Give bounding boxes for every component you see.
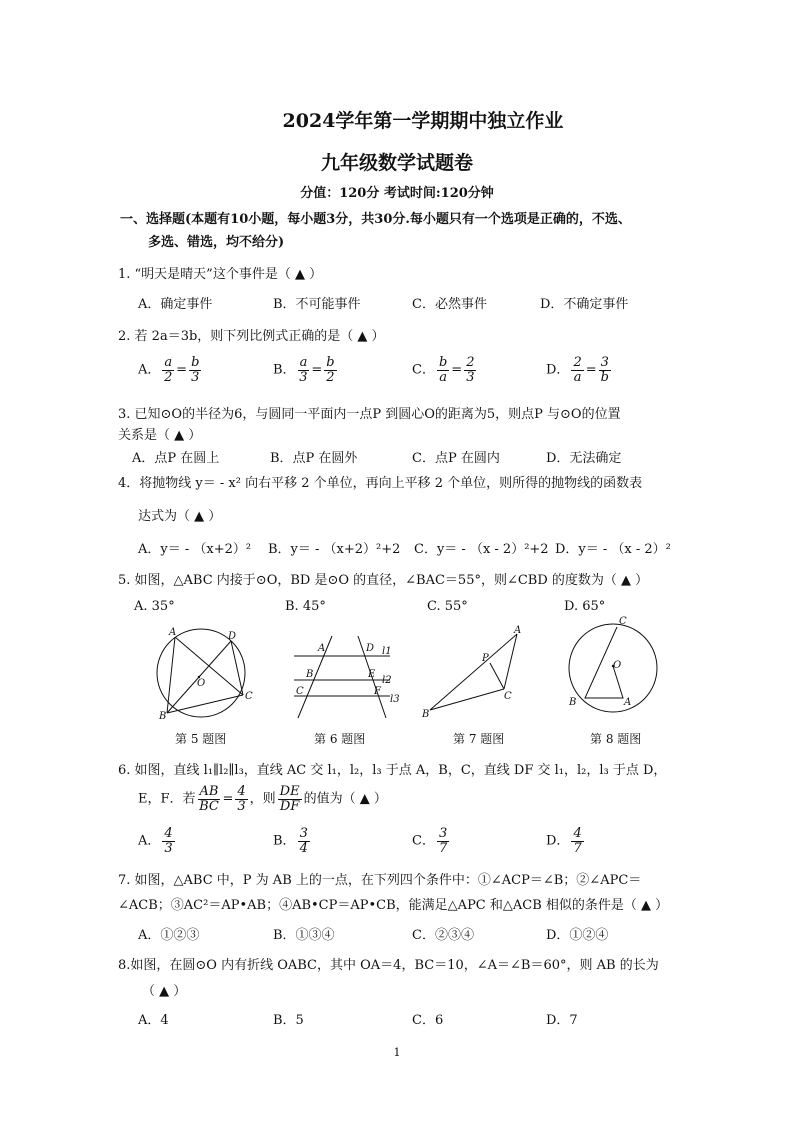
q4-stem-cont: 达式为（ ▲ ） <box>138 509 222 524</box>
q3-stem: 3. 已知⊙O的半径为6，与圆同一平面内一点P 到圆心O的距离为5，则点P 与⊙O的位置 <box>118 407 621 422</box>
section-heading-cont: 多选、错选，均不给分) <box>148 235 285 250</box>
q2-option-d: D． $\frac{2}{a}$ = $\frac{3}{b}$ <box>546 355 609 385</box>
q7-option-d: D．①②④ <box>546 928 609 943</box>
q2-stem: 2. 若 2a＝3b，则下列比例式正确的是（ ▲ ） <box>118 329 385 344</box>
q3-option-d: D．无法确定 <box>546 451 622 466</box>
fig7-label-b: B <box>422 709 430 720</box>
fig6-label-c: C <box>296 686 304 697</box>
q7-option-c: C．②③④ <box>412 928 474 943</box>
q8-option-c: C．6 <box>412 1013 444 1028</box>
q2-option-a: A． $\frac{a}{2}$ = $\frac{b}{3}$ <box>138 355 200 385</box>
q8-stem-cont: （ ▲ ） <box>142 984 187 999</box>
q4-stem: 4．将抛物线 y＝ - x² 向右平移 2 个单位，再向上平移 2 个单位，则所得的抛物线的函数表 <box>118 476 643 491</box>
q7-stem: 7. 如图，△ABC 中，P 为 AB 上的一点，在下列四个条件中：①∠ACP＝∠B；②∠APC＝ <box>118 873 642 888</box>
q6-option-d: D． $\frac{4}{7}$ <box>546 826 582 856</box>
q6-option-a: A． $\frac{4}{3}$ <box>138 826 173 856</box>
q4-option-c: C．y＝ - （x - 2）²+2 <box>414 542 549 557</box>
figure-7 <box>420 625 535 720</box>
q5-option-a: A. 35° <box>134 599 175 614</box>
fig6-label-l3: l3 <box>390 694 400 705</box>
fig5-label-d: D <box>228 631 237 642</box>
q2-option-b: B． $\frac{a}{3}$ = $\frac{b}{2}$ <box>273 355 335 385</box>
q7-option-a: A．①②③ <box>138 928 200 943</box>
figure-8 <box>565 614 665 716</box>
exam-subtitle: 九年级数学试题卷 <box>320 152 473 174</box>
fig7-label-a: A <box>514 625 522 636</box>
q4-option-a: A．y＝ - （x+2）² <box>138 542 252 557</box>
fig8-label-c: C <box>619 616 627 627</box>
fig5-label-a: A <box>169 627 177 638</box>
fig6-label-l2: l2 <box>382 675 392 686</box>
q3-option-c: C．点P 在圆内 <box>412 451 500 466</box>
q1-option-a: A．确定事件 <box>138 297 213 312</box>
fig6-label-f: F <box>374 686 381 697</box>
fig8-label-b: B <box>569 697 577 708</box>
q3-option-b: B．点P 在圆外 <box>270 451 358 466</box>
figure-5-caption: 第 5 题图 <box>175 732 227 746</box>
q1-stem: 1. “明天是晴天”这个事件是（ ▲ ） <box>118 267 323 282</box>
q8-stem: 8.如图，在圆⊙O 内有折线 OABC，其中 OA＝4，BC＝10，∠A＝∠B＝60°，则 AB 的长为 <box>118 958 659 973</box>
fig5-label-b: B <box>159 711 167 722</box>
fig5-label-o: O <box>197 678 206 689</box>
q3-option-a: A．点P 在圆上 <box>132 451 220 466</box>
figure-7-caption: 第 7 题图 <box>453 732 505 746</box>
fig6-label-b: B <box>306 669 314 680</box>
q8-option-a: A．4 <box>138 1013 169 1028</box>
q8-option-d: D．7 <box>546 1013 578 1028</box>
fig8-label-a: A <box>624 697 632 708</box>
q6-stem: 6. 如图，直线 l₁∥l₂∥l₃，直线 AC 交 l₁，l₂，l₃ 于点 A，B，C，直线 DF 交 l₁，l₂，l₃ 于点 D， <box>118 763 667 778</box>
q4-option-d: D．y＝ - （x - 2）² <box>555 542 671 557</box>
figure-6 <box>290 632 405 722</box>
fig6-label-e: E <box>368 669 376 680</box>
fig7-label-p: P <box>482 653 489 664</box>
page-number: 1 <box>393 1046 401 1059</box>
q2-option-c: C． $\frac{b}{a}$ = $\frac{2}{3}$ <box>412 355 475 385</box>
fig6-label-l1: l1 <box>382 646 392 657</box>
q4-option-b: B．y＝ - （x+2）²+2 <box>268 542 401 557</box>
figure-8-caption: 第 8 题图 <box>590 732 642 746</box>
q1-option-b: B．不可能事件 <box>273 297 361 312</box>
fig7-label-c: C <box>504 691 512 702</box>
q7-stem-cont: ∠ACB；③AC²＝AP•AB；④AB•CP＝AP•CB，能满足△APC 和△ACB 相似的条件是（ ▲ ） <box>118 898 669 913</box>
fig8-label-o: O <box>613 660 622 671</box>
q1-option-c: C．必然事件 <box>412 297 487 312</box>
figure-6-caption: 第 6 题图 <box>314 732 366 746</box>
q5-option-c: C. 55° <box>427 599 468 614</box>
fig6-label-d: D <box>366 643 375 654</box>
score-info: 分值：120分 考试时间:120分钟 <box>300 186 494 201</box>
q1-option-d: D．不确定事件 <box>540 297 629 312</box>
q6-option-b: B． $\frac{3}{4}$ <box>273 826 308 856</box>
section-heading: 一、选择题(本题有10小题，每小题3分，共30分.每小题只有一个选项是正确的，不选、 <box>120 212 631 227</box>
q7-option-b: B．①③④ <box>273 928 335 943</box>
exam-title: 2024学年第一学期期中独立作业 <box>282 110 564 132</box>
q5-option-b: B. 45° <box>285 599 326 614</box>
q3-stem-cont: 关系是（ ▲ ） <box>118 428 202 443</box>
fig6-label-a: A <box>318 643 326 654</box>
q6-stem-cont: E，F．若 $\frac{AB}{BC}$ = $\frac{4}{3}$ ，则 $\frac{DE}{DF}$ 的值为（ ▲ ） <box>138 784 387 814</box>
fig5-label-c: C <box>245 691 253 702</box>
q6-option-c: C． $\frac{3}{7}$ <box>412 826 448 856</box>
q5-option-d: D. 65° <box>564 599 606 614</box>
figure-5 <box>145 625 260 720</box>
q8-option-b: B．5 <box>273 1013 304 1028</box>
q5-stem: 5. 如图，△ABC 内接于⊙O，BD 是⊙O 的直径，∠BAC＝55°，则∠CBD 的度数为（ ▲ ） <box>118 573 649 588</box>
